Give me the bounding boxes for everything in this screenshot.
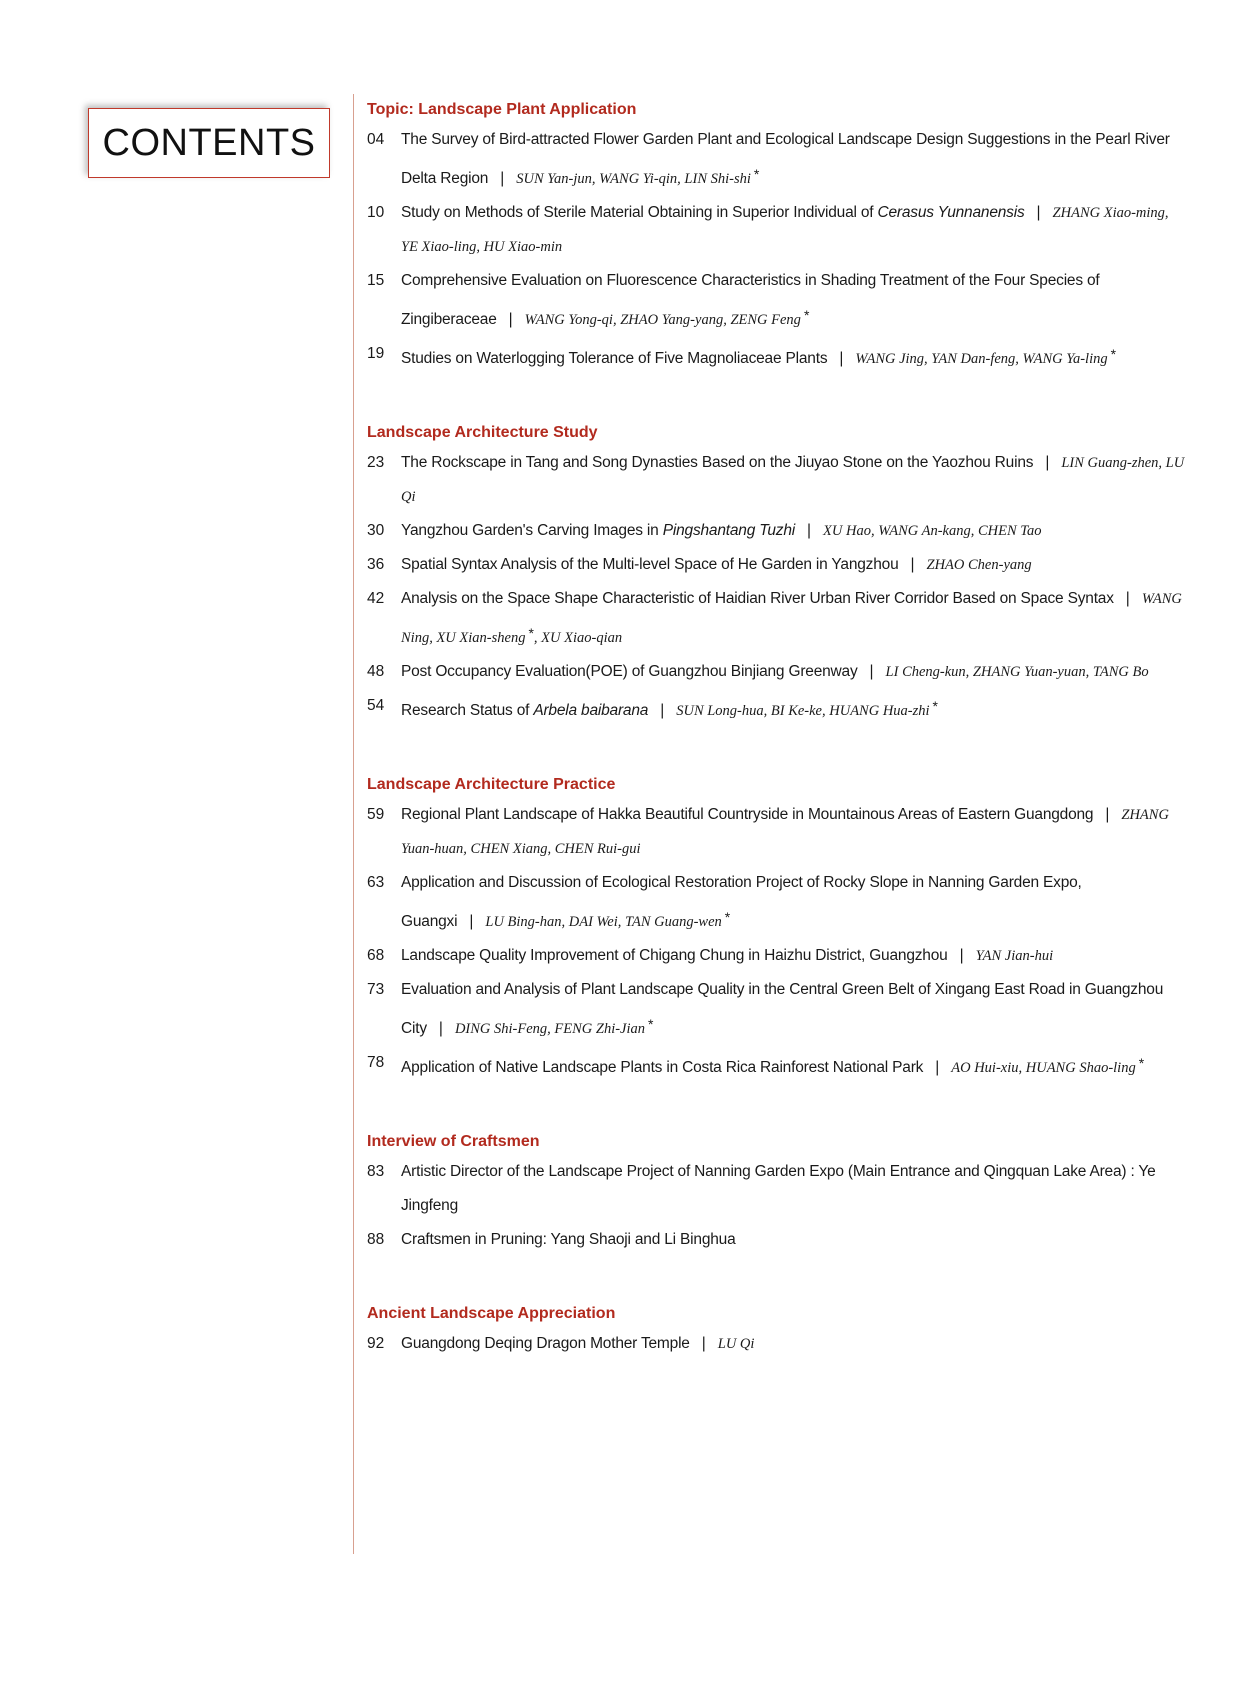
- toc-entry[interactable]: 04 The Survey of Bird-attracted Flower Garden Plant and Ecological Landscape Design Suggestions in the Pearl River Delta Region | SUN Yan-jun, WANG Yi-qin, LIN Shi-shi *: [367, 123, 1187, 196]
- page-number: 04: [367, 131, 385, 148]
- article-title-species: Cerasus Yunnanensis: [877, 204, 1025, 221]
- page-number: 15: [367, 272, 385, 289]
- toc-entry[interactable]: 19 Studies on Waterlogging Tolerance of Five Magnoliaceae Plants | WANG Jing, YAN Dan-feng, WANG Ya-ling *: [367, 337, 1187, 376]
- corresponding-mark: *: [1138, 1055, 1145, 1071]
- toc-entry[interactable]: 78 Application of Native Landscape Plants in Costa Rica Rainforest National Park | AO Hui-xiu, HUANG Shao-ling *: [367, 1046, 1187, 1085]
- article-authors: LI Cheng-kun, ZHANG Yuan-yuan, TANG Bo: [885, 664, 1149, 680]
- toc-section: [367, 772, 1187, 1085]
- toc-entry[interactable]: 63 Application and Discussion of Ecological Restoration Project of Rocky Slope in Nanning Garden Expo, Guangxi | LU Bing-han, DAI Wei, TAN Guang-wen *: [367, 866, 1187, 939]
- toc-entry[interactable]: 59 Regional Plant Landscape of Hakka Beautiful Countryside in Mountainous Areas of Eastern Guangdong | ZHANG Yuan-huan, CHEN Xiang, CHEN Rui-gui: [367, 798, 1187, 866]
- article-authors: SUN Long-hua, BI Ke-ke, HUANG Hua-zhi: [676, 703, 930, 719]
- article-title-book: Pingshantang Tuzhi: [662, 522, 795, 539]
- toc-entry[interactable]: 15 Comprehensive Evaluation on Fluorescence Characteristics in Shading Treatment of the Four Species of Zingiberaceae | WANG Yong-qi, ZHAO Yang-yang, ZENG Feng *: [367, 264, 1187, 337]
- page-number: 59: [367, 806, 385, 823]
- toc-entry[interactable]: 42 Analysis on the Space Shape Characteristic of Haidian River Urban River Corridor Based on Space Syntax | WANG Ning, XU Xian-sheng *, XU Xiao-qian: [367, 582, 1187, 655]
- toc-entry[interactable]: 48 Post Occupancy Evaluation(POE) of Guangzhou Binjiang Greenway | LI Cheng-kun, ZHANG Yuan-yuan, TANG Bo: [367, 655, 1187, 689]
- toc-entry[interactable]: 23 The Rockscape in Tang and Song Dynasties Based on the Jiuyao Stone on the Yaozhou Ruins | LIN Guang-zhen, LU Qi: [367, 446, 1187, 514]
- page-number: 36: [367, 556, 385, 573]
- article-authors: YAN Jian-hui: [975, 948, 1054, 964]
- article-title: Research Status of: [401, 702, 534, 719]
- section-title: Topic: Landscape Plant Application: [367, 101, 637, 118]
- section-title: Interview of Craftsmen: [367, 1133, 540, 1150]
- article-authors-rest: , XU Xiao-qian: [533, 630, 623, 646]
- page-number: 68: [367, 947, 385, 964]
- article-authors: WANG Ning, XU Xian-sheng: [401, 591, 1182, 646]
- article-authors: LU Qi: [717, 1336, 755, 1352]
- section-title: Landscape Architecture Practice: [367, 776, 616, 793]
- article-title: Study on Methods of Sterile Material Obtaining in Superior Individual of: [401, 204, 878, 221]
- article-authors: AO Hui-xiu, HUANG Shao-ling: [951, 1060, 1136, 1076]
- toc-section: [367, 97, 1187, 376]
- article-authors: XU Hao, WANG An-kang, CHEN Tao: [823, 523, 1042, 539]
- article-title: Craftsmen in Pruning: Yang Shaoji and Li Binghua: [401, 1231, 736, 1248]
- article-title: Comprehensive Evaluation on Fluorescence Characteristics in Shading Treatment of the Four Species of Zingiberaceae: [401, 272, 1100, 328]
- article-title: Yangzhou Garden's Carving Images in: [401, 522, 663, 539]
- corresponding-mark: *: [724, 909, 731, 925]
- article-authors: WANG Jing, YAN Dan-feng, WANG Ya-ling: [855, 351, 1108, 367]
- article-title: Studies on Waterlogging Tolerance of Five Magnoliaceae Plants: [401, 350, 828, 367]
- article-title: Spatial Syntax Analysis of the Multi-level Space of He Garden in Yangzhou: [401, 556, 899, 573]
- toc-entry[interactable]: 10 Study on Methods of Sterile Material Obtaining in Superior Individual of Cerasus Yunnanensis | ZHANG Xiao-ming, YE Xiao-ling, HU Xiao-min: [367, 196, 1187, 264]
- article-title: Application and Discussion of Ecological Restoration Project of Rocky Slope in Nanning Garden Expo, Guangxi: [401, 874, 1082, 930]
- article-authors: WANG Yong-qi, ZHAO Yang-yang, ZENG Feng: [524, 312, 801, 328]
- article-title: Artistic Director of the Landscape Project of Nanning Garden Expo (Main Entrance and Qingquan Lake Area) : Ye Jingfeng: [401, 1163, 1156, 1214]
- page-number: 88: [367, 1231, 385, 1248]
- corresponding-mark: *: [528, 625, 534, 641]
- article-title: Landscape Quality Improvement of Chigang Chung in Haizhu District, Guangzhou: [401, 947, 948, 964]
- page-number: 10: [367, 204, 385, 221]
- toc-section: [367, 420, 1187, 728]
- toc-section: [367, 1301, 1187, 1361]
- page-number: 48: [367, 663, 385, 680]
- toc-section: [367, 1129, 1187, 1257]
- toc-entry[interactable]: 36 Spatial Syntax Analysis of the Multi-level Space of He Garden in Yangzhou | ZHAO Chen-yang: [367, 548, 1187, 582]
- toc-entry[interactable]: 92 Guangdong Deqing Dragon Mother Temple | LU Qi: [367, 1327, 1187, 1361]
- corresponding-mark: *: [932, 698, 938, 714]
- page-number: 63: [367, 874, 385, 891]
- toc-entry[interactable]: 68 Landscape Quality Improvement of Chigang Chung in Haizhu District, Guangzhou | YAN Jian-hui: [367, 939, 1187, 973]
- page-number: 73: [367, 981, 385, 998]
- article-authors: LIN Guang-zhen, LU Qi: [401, 455, 1185, 505]
- toc-entry[interactable]: 73 Evaluation and Analysis of Plant Landscape Quality in the Central Green Belt of Xingang East Road in Guangzhou City | DING Shi-Feng, FENG Zhi-Jian *: [367, 973, 1187, 1046]
- toc-entry[interactable]: [367, 1155, 1187, 1223]
- article-title: Application of Native Landscape Plants in Costa Rica Rainforest National Park: [401, 1059, 924, 1076]
- article-authors: SUN Yan-jun, WANG Yi-qin, LIN Shi-shi: [516, 171, 751, 187]
- contents-heading: CONTENTS: [88, 108, 330, 178]
- toc-entry[interactable]: 30 Yangzhou Garden's Carving Images in Pingshantang Tuzhi | XU Hao, WANG An-kang, CHEN Tao: [367, 514, 1187, 548]
- article-authors: DING Shi-Feng, FENG Zhi-Jian: [454, 1021, 646, 1037]
- page-number: 19: [367, 345, 385, 362]
- article-authors: LU Bing-han, DAI Wei, TAN Guang-wen: [485, 914, 722, 930]
- article-title: Regional Plant Landscape of Hakka Beautiful Countryside in Mountainous Areas of Eastern Guangdong: [401, 806, 1094, 823]
- page-number: 30: [367, 522, 385, 539]
- article-title: Post Occupancy Evaluation(POE) of Guangzhou Binjiang Greenway: [401, 663, 858, 680]
- section-title: Ancient Landscape Appreciation: [367, 1305, 616, 1322]
- vertical-divider: [353, 94, 354, 1554]
- page-number: 42: [367, 590, 385, 607]
- corresponding-mark: *: [753, 166, 760, 182]
- article-title: The Rockscape in Tang and Song Dynasties Based on the Jiuyao Stone on the Yaozhou Ruins: [401, 454, 1034, 471]
- section-title: Landscape Architecture Study: [367, 424, 598, 441]
- corresponding-mark: *: [803, 307, 810, 323]
- page-number: 54: [367, 697, 385, 714]
- article-title: Analysis on the Space Shape Characteristic of Haidian River Urban River Corridor Based on Space Syntax: [401, 590, 1114, 607]
- page-number: 92: [367, 1335, 385, 1352]
- article-authors: ZHAO Chen-yang: [926, 557, 1032, 573]
- page-number: 23: [367, 454, 385, 471]
- article-title: Evaluation and Analysis of Plant Landscape Quality in the Central Green Belt of Xingang East Road in Guangzhou City: [401, 981, 1164, 1037]
- article-title: The Survey of Bird-attracted Flower Garden Plant and Ecological Landscape Design Suggestions in the Pearl River Delta Region: [401, 131, 1170, 187]
- page-number: 78: [367, 1054, 385, 1071]
- article-title: Guangdong Deqing Dragon Mother Temple: [401, 1335, 690, 1352]
- corresponding-mark: *: [648, 1016, 654, 1032]
- article-title-species: Arbela baibarana: [533, 702, 649, 719]
- article-authors: ZHANG Yuan-huan, CHEN Xiang, CHEN Rui-gui: [401, 807, 1169, 857]
- toc-entry[interactable]: [367, 1223, 1187, 1257]
- article-authors: ZHANG Xiao-ming, YE Xiao-ling, HU Xiao-min: [401, 205, 1169, 255]
- corresponding-mark: *: [1110, 346, 1117, 362]
- page-number: 83: [367, 1163, 385, 1180]
- table-of-contents: [367, 97, 1187, 1405]
- toc-entry[interactable]: 54 Research Status of Arbela baibarana | SUN Long-hua, BI Ke-ke, HUANG Hua-zhi *: [367, 689, 1187, 728]
